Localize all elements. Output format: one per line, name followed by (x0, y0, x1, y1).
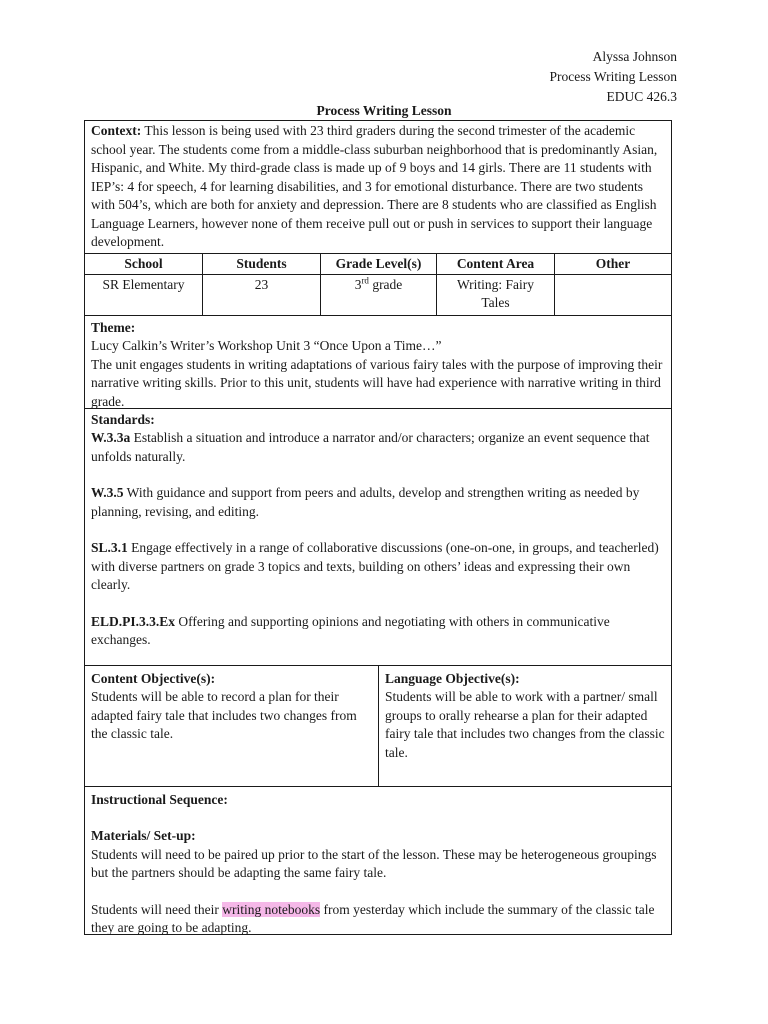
value-school: SR Elementary (85, 275, 203, 315)
objectives-section (85, 666, 671, 787)
context-label: Context: (91, 123, 142, 138)
standard-code: SL.3.1 (91, 540, 128, 555)
standard-item (91, 429, 665, 466)
header-students: Students (203, 254, 321, 274)
notebook-text-post: from yesterday which include the summary of the classic tale they are going to be adapting. (91, 901, 655, 935)
notebook-text-pre: Students will need their (91, 901, 223, 917)
standard-text: Engage effectively in a range of collaborative discussions (one-on-one, in groups, and teacherled) with diverse partners on grade 3 topics and texts, building on others’ ideas and expressing their own clearly. (91, 540, 659, 592)
lesson-plan-table (84, 120, 672, 935)
standard-text: With guidance and support from peers and adults, develop and strengthen writing as needed by planning, revising, and editing. (91, 485, 640, 519)
notebook-paragraph (91, 901, 665, 938)
standard-code: ELD.PI.3.3.Ex (91, 613, 176, 629)
content-objective-label: Content Objective(s): (91, 670, 216, 686)
standards-section (85, 409, 671, 666)
page-title: Process Writing Lesson (316, 103, 452, 118)
standard-code: W.3.3a (91, 430, 131, 445)
course-code: EDUC 426.3 (606, 89, 677, 104)
header-grade-level: Grade Level(s) (321, 254, 437, 274)
language-objective-cell (379, 666, 671, 786)
context-text: This lesson is being used with 23 third graders during the second trimester of the academic school year. The students come from a middle-class suburban neighborhood that is predominantly Asian, Hispanic, and White. My third-grade class is made up of 9 boys and 14 girls. There are 11 students with IEP’s: 4 for speech, 4 for learning disabilities, and 3 for emotional disturbance. There are two students with 504’s, which are both for anxiety and depression. There are 8 students who are classified as English Language Learners, however none of them receive pull out or push in services to support their language development. (91, 123, 658, 249)
standard-text: Establish a situation and introduce a narrator and/or characters; organize an event sequence that unfolds naturally. (91, 430, 650, 464)
materials-text: Students will need to be paired up prior to the start of the lesson. These may be heterogeneous groupings but the partners should be adapting the same fairy tale. (91, 846, 657, 880)
content-objective-cell (85, 666, 379, 786)
language-objective-text: Students will be able to work with a partner/ small groups to orally rehearse a plan for their adapted fairy tale that includes two changes from the classic tale. (385, 689, 665, 760)
grade-word: grade (368, 276, 403, 292)
sequence-label: Instructional Sequence: (91, 791, 228, 807)
materials-label: Materials/ Set-up: (91, 828, 196, 843)
highlighted-text: writing notebooks (222, 901, 321, 917)
author-name: Alyssa Johnson (592, 49, 677, 64)
standard-item (91, 484, 665, 521)
header-other: Other (595, 256, 631, 271)
header-doc-type: Process Writing Lesson (549, 69, 677, 84)
language-objective-label: Language Objective(s): (385, 670, 520, 686)
theme-section (85, 316, 671, 409)
standard-text: Offering and supporting opinions and negotiating with others in communicative exchanges. (91, 613, 610, 647)
value-grade-level (321, 275, 437, 315)
standard-item (91, 613, 665, 650)
header-school: School (85, 254, 203, 274)
standard-item (91, 539, 665, 595)
instructional-sequence-section (85, 787, 671, 934)
standards-label: Standards: (91, 411, 155, 427)
grade-number: 3 (354, 276, 362, 292)
header-content-area: Content Area (437, 254, 555, 274)
theme-label: Theme: (91, 319, 136, 335)
context-section (85, 121, 671, 254)
grade-suffix: rd (361, 275, 369, 285)
content-objective-text: Students will be able to record a plan for their adapted fairy tale that includes two changes from the classic tale. (91, 689, 357, 741)
info-table-header-row (85, 254, 671, 275)
value-other (555, 275, 671, 315)
document-header (550, 47, 677, 107)
value-content-area: Writing: Fairy Tales (437, 275, 555, 315)
value-students: 23 (203, 275, 321, 315)
standard-code: W.3.5 (91, 485, 124, 500)
theme-description: The unit engages students in writing adaptations of various fairy tales with the purpose of improving their narrative writing skills. Prior to this unit, students will have had experience with narrative writing in third grade. (91, 356, 663, 409)
theme-unit: Lucy Calkin’s Writer’s Workshop Unit 3 “Once Upon a Time…” (91, 338, 442, 353)
